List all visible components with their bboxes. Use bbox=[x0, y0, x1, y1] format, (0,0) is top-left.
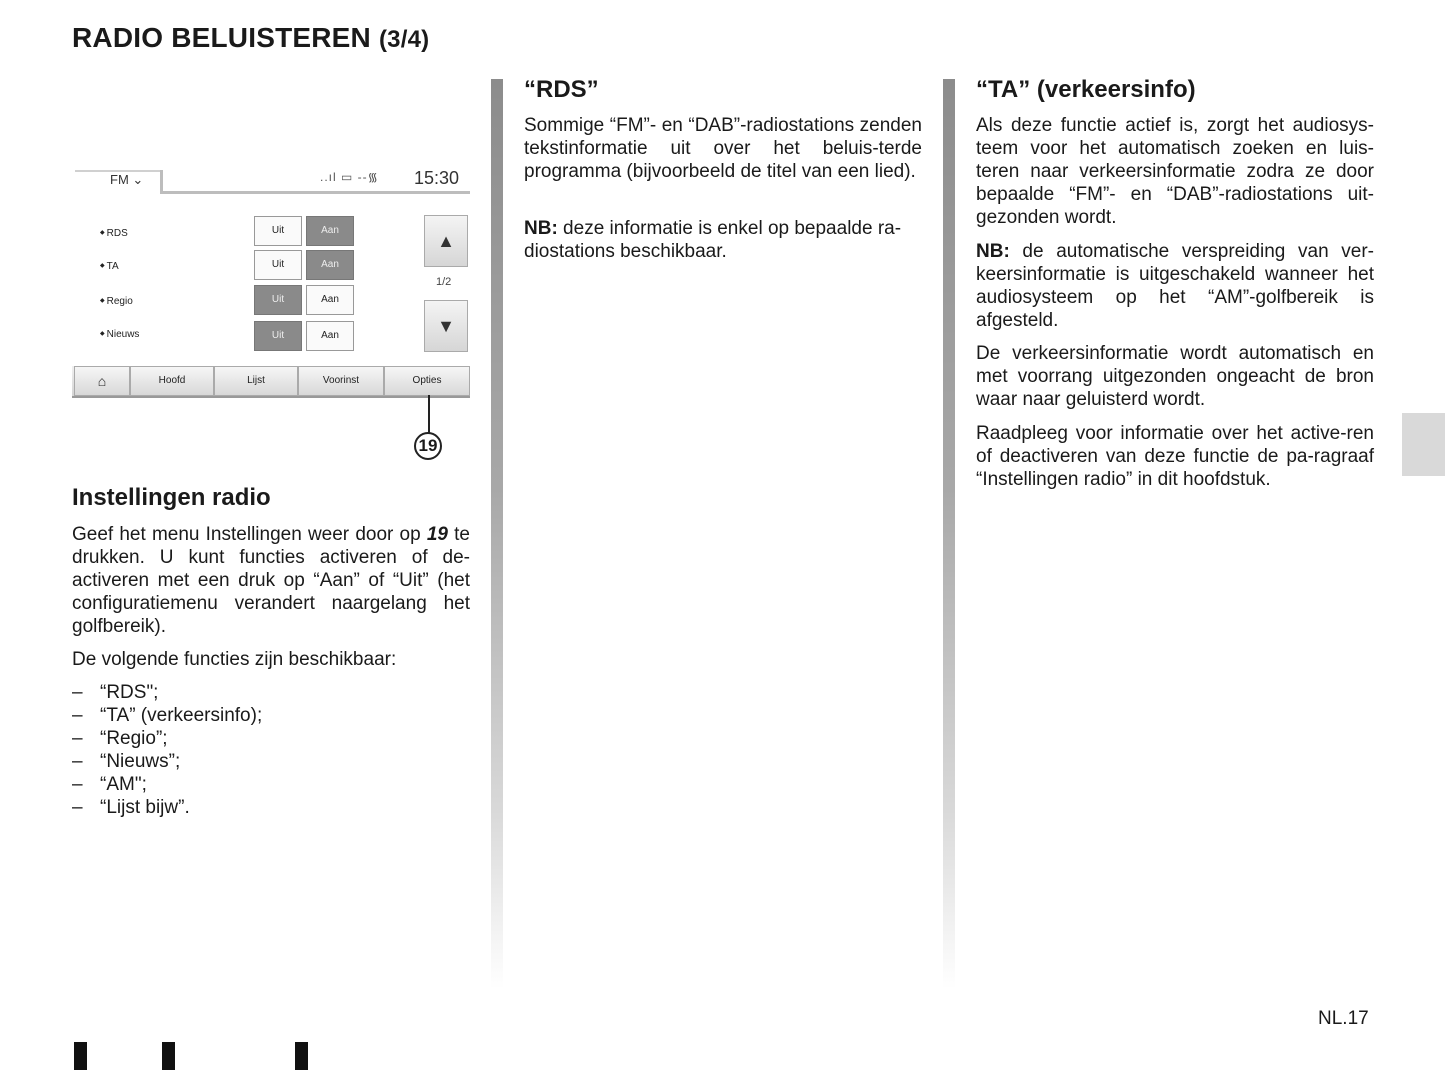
voorinst-button: Voorinst bbox=[298, 366, 384, 396]
hoofd-button: Hoofd bbox=[130, 366, 214, 396]
regio-aan-button: Aan bbox=[306, 285, 354, 315]
scroll-down-icon: ▼ bbox=[424, 300, 468, 352]
list-item: – “Nieuws”; bbox=[72, 750, 262, 773]
crop-mark bbox=[295, 1042, 308, 1070]
clock: 15:30 bbox=[414, 168, 460, 188]
note-text: de automatische verspreiding van ver-keersinformatie is uitgeschakeld wanneer het audiosysteem op het “AM”-golfbereik is afgesteld. bbox=[976, 241, 1374, 331]
list-item: – “TA” (verkeersinfo); bbox=[72, 704, 262, 727]
chapter-tab bbox=[1402, 413, 1445, 476]
list-item: – “Regio”; bbox=[72, 727, 262, 750]
heading-rds: “RDS” bbox=[524, 76, 599, 103]
band-label: FM bbox=[110, 172, 129, 187]
rds-aan-button: Aan bbox=[306, 216, 354, 246]
option-label-rds: ◆ RDS bbox=[100, 228, 128, 239]
option-label-regio: ◆ Regio bbox=[100, 296, 133, 307]
tab-underline bbox=[160, 191, 470, 194]
paragraph-instellingen bbox=[72, 523, 470, 638]
option-label-nieuws: ◆ Nieuws bbox=[100, 329, 139, 340]
rds-uit-button: Uit bbox=[254, 216, 302, 246]
paragraph-verkeersinfo: De verkeersinformatie wordt automatisch en met voorrang uitgezonden ongeacht de bron waar naar geluisterd wordt. bbox=[976, 343, 1374, 410]
heading-instellingen-radio: Instellingen radio bbox=[72, 484, 271, 511]
list-item: – “RDS"; bbox=[72, 681, 262, 704]
crop-mark bbox=[162, 1042, 175, 1070]
note-text: deze informatie is enkel op bepaalde ra-diostations beschikbaar. bbox=[524, 218, 902, 262]
functions-list bbox=[72, 681, 262, 819]
nieuws-uit-button: Uit bbox=[254, 321, 302, 351]
home-icon: ⌂ bbox=[74, 366, 130, 396]
status-icons: ..ıl ▭ --᯾ bbox=[320, 170, 379, 184]
page-title-part: (3/4) bbox=[378, 26, 430, 53]
paragraph-rds: Sommige “FM”- en “DAB”-radiostations zenden tekstinformatie uit over het beluis-terde programma (bijvoorbeeld de titel van een lied). bbox=[524, 115, 922, 182]
paragraph-functies: De volgende functies zijn beschikbaar: bbox=[72, 649, 397, 670]
paragraph-text: Geef het menu Instellingen weer door op bbox=[72, 524, 427, 545]
note-label: NB: bbox=[524, 218, 558, 239]
radio-screen-illustration bbox=[72, 160, 470, 400]
band-selector bbox=[110, 172, 143, 188]
option-label-ta: ◆ TA bbox=[100, 261, 119, 272]
ta-uit-button: Uit bbox=[254, 250, 302, 280]
scroll-up-icon: ▲ bbox=[424, 215, 468, 267]
page-number: NL.17 bbox=[1318, 1008, 1369, 1029]
reference-number: 19 bbox=[426, 524, 448, 545]
chevron-down-icon: ⌄ bbox=[132, 172, 144, 187]
page-indicator: 1/2 bbox=[436, 276, 452, 288]
crop-mark bbox=[74, 1042, 87, 1070]
page-title bbox=[72, 22, 429, 54]
paragraph-raadpleeg: Raadpleeg voor informatie over het active-ren of deactiveren van deze functie de pa-ragraaf “Instellingen radio” in dit hoofdstuk. bbox=[976, 423, 1374, 490]
regio-uit-button: Uit bbox=[254, 285, 302, 315]
note-ta bbox=[976, 240, 1374, 332]
paragraph-text: te drukken. U kunt functies activeren of de-activeren met een druk op “Aan” of “Uit” (het configuratiemenu verandert naargelang het golfbereik). bbox=[72, 524, 470, 637]
column-divider bbox=[943, 79, 955, 989]
callout-19: 19 bbox=[414, 432, 442, 460]
paragraph-ta: Als deze functie actief is, zorgt het audiosys-teem voor het automatisch zoeken en luis-teren naar verkeersinformatie zodra ze door bepaalde “FM”- en “DAB”-radiostations uit-gezonden wordt. bbox=[976, 115, 1374, 228]
note-rds bbox=[524, 217, 922, 263]
column-divider bbox=[491, 79, 503, 989]
note-label: NB: bbox=[976, 241, 1010, 262]
lijst-button: Lijst bbox=[214, 366, 298, 396]
page-title-main: RADIO BELUISTEREN bbox=[72, 22, 371, 53]
list-item: – “AM"; bbox=[72, 773, 262, 796]
opties-button: Opties bbox=[384, 366, 470, 396]
list-item: – “Lijst bijw”. bbox=[72, 796, 262, 819]
ta-aan-button: Aan bbox=[306, 250, 354, 280]
callout-line bbox=[428, 395, 430, 437]
heading-ta: “TA” (verkeersinfo) bbox=[976, 76, 1196, 103]
nieuws-aan-button: Aan bbox=[306, 321, 354, 351]
